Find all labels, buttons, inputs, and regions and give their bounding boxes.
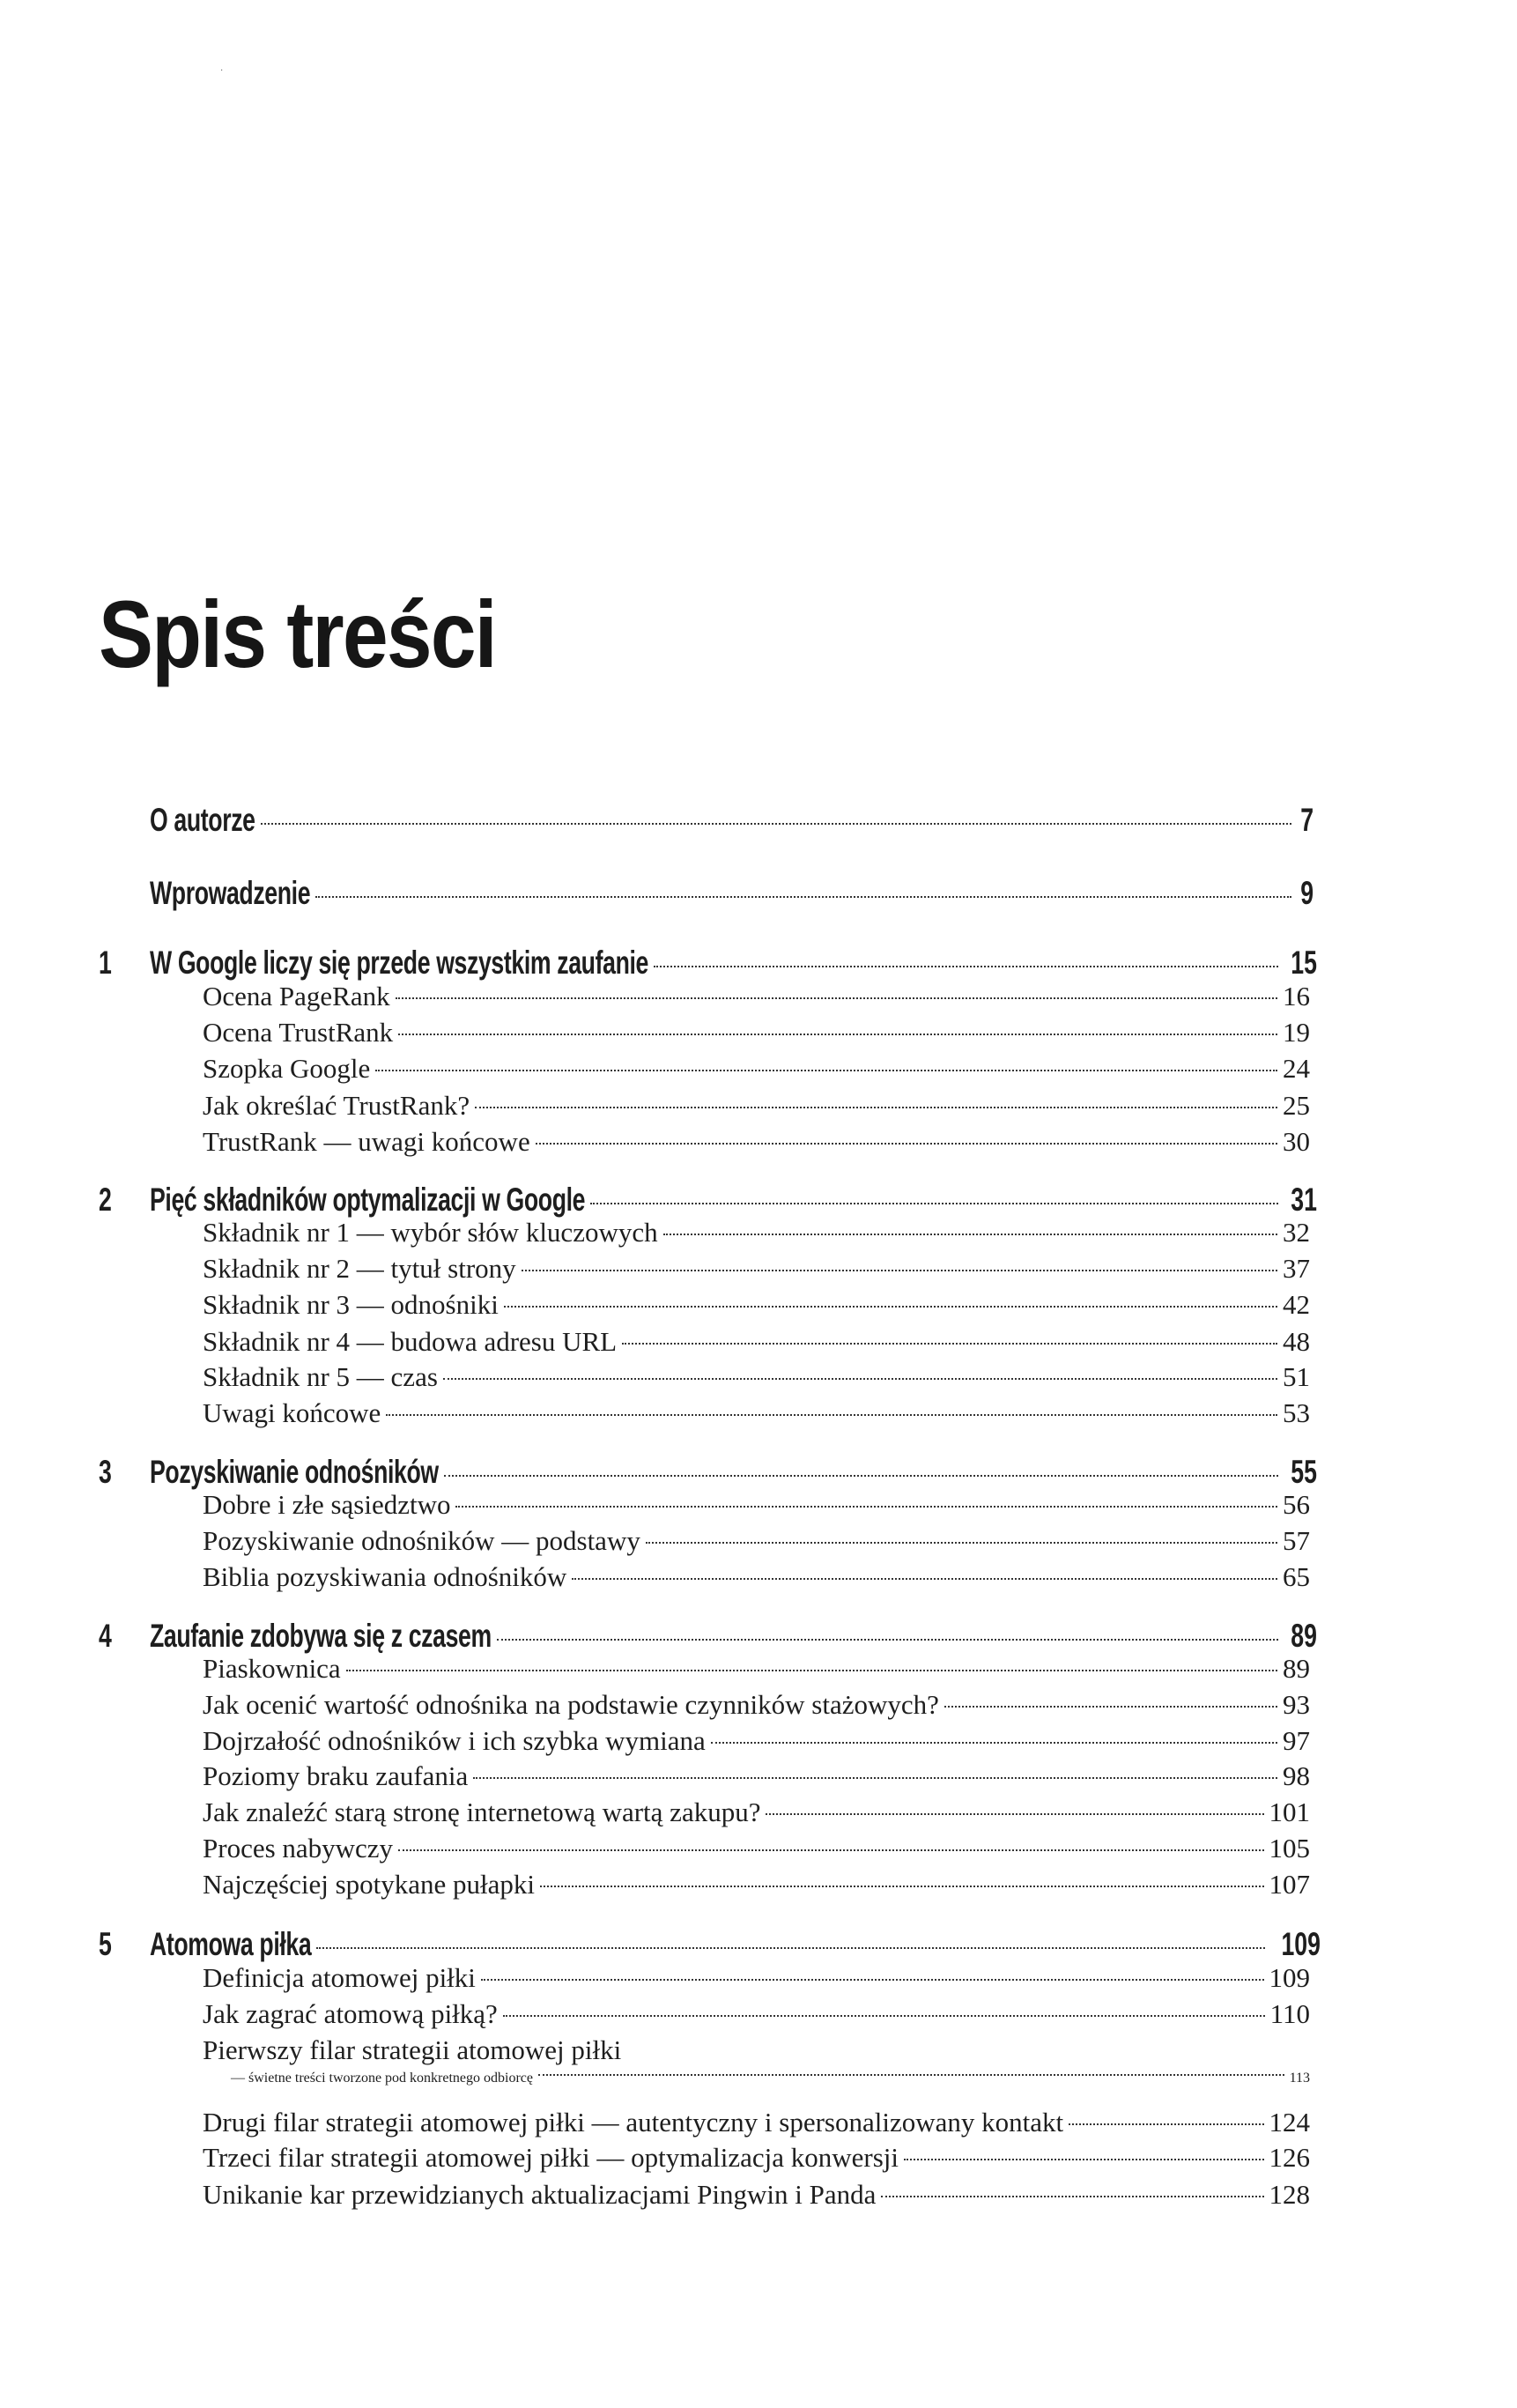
chapter-number: 2 [99,1182,112,1218]
scan-speck: · [220,65,224,75]
section-title: — świetne treści tworzone pod konkretnego odbiorcę [231,2071,534,2086]
dot-leader [572,1578,1277,1580]
section-title: Definicja atomowej piłki [203,1962,476,1993]
page-number: 97 [1283,1725,1310,1756]
section-title: Unikanie kar przewidzianych aktualizacjami Pingwin i Panda [203,2179,877,2210]
page-title: Spis treści [99,581,496,687]
page-number: 89 [1283,1653,1310,1684]
dot-leader [455,1506,1277,1508]
chapter-number: 4 [99,1618,112,1654]
page-number: 126 [1269,2142,1310,2173]
toc-line [203,1998,1310,2030]
dot-leader [904,2159,1263,2160]
toc-line [203,1489,1310,1521]
toc-line [203,2142,1310,2174]
dot-leader [881,2196,1263,2197]
chapter-title: W Google liczy się przede wszystkim zaufanie [150,945,648,981]
dot-leader [386,1414,1277,1416]
section-title: Ocena PageRank [203,981,390,1011]
page-number: 105 [1269,1833,1310,1863]
chapter-number: 3 [99,1454,112,1490]
page-number: 101 [1269,1797,1310,1827]
page-number: 51 [1283,1361,1310,1392]
toc-line [203,1760,1310,1792]
page-number: 124 [1269,2107,1310,2138]
toc-line [203,1833,1310,1864]
page-number: 16 [1283,981,1310,1011]
dot-leader [654,966,1279,967]
toc-line [203,2107,1310,2138]
section-title: Poziomy braku zaufania [203,1760,469,1791]
chapter-title: Wprowadzenie [150,875,311,911]
toc-line [203,1017,1310,1048]
page-number: 128 [1269,2179,1310,2210]
page-number: 65 [1283,1561,1310,1592]
dot-leader [315,896,1291,898]
page-number: 37 [1283,1253,1310,1284]
dot-leader [503,2015,1265,2017]
page-number: 55 [1291,1454,1318,1490]
section-title: TrustRank — uwagi końcowe [203,1126,530,1157]
page-number: 107 [1269,1869,1310,1900]
toc-line [203,2179,1310,2211]
section-title: Składnik nr 4 — budowa adresu URL [203,1326,618,1357]
page-number: 53 [1283,1397,1310,1428]
dot-leader [504,1306,1277,1308]
page-number: 48 [1283,1326,1310,1357]
toc-line [203,1653,1310,1685]
page-number: 109 [1281,1926,1321,1962]
toc-line [203,1869,1310,1900]
toc-line [150,1454,1318,1491]
toc-line [150,802,1314,839]
section-title: Najczęściej spotykane pułapki [203,1869,536,1900]
chapter-title: Atomowa piłka [150,1926,312,1962]
page-number: 30 [1283,1126,1310,1157]
section-title: Składnik nr 2 — tytuł strony [203,1253,516,1284]
section-title: Pierwszy filar strategii atomowej piłki [203,2034,622,2065]
dot-leader [316,1947,1265,1949]
page-number: 89 [1291,1618,1318,1654]
toc-line [203,1725,1310,1757]
chapter-title: Pozyskiwanie odnośników [150,1454,439,1490]
chapter-title: Zaufanie zdobywa się z czasem [150,1618,492,1654]
toc-line [150,875,1314,912]
page-number: 7 [1300,802,1314,838]
toc-line [203,2034,1310,2066]
toc-line [150,1926,1321,1963]
dot-leader [536,1143,1277,1145]
toc-line [203,1126,1310,1158]
dot-leader [475,1107,1277,1108]
section-title: Szopka Google [203,1053,371,1084]
section-title: Jak ocenić wartość odnośnika na podstawie czynników stażowych? [203,1689,939,1720]
toc-line [203,1253,1310,1285]
toc-line [203,1797,1310,1828]
dot-leader [646,1542,1277,1544]
toc-line [203,1689,1310,1721]
dot-leader [398,1849,1263,1851]
section-title: Jak znaleźć starą stronę internetową wartą zakupu? [203,1797,761,1827]
toc-line [150,1182,1318,1219]
dot-leader [663,1234,1277,1235]
section-title: Dojrzałość odnośników i ich szybka wymiana [203,1725,706,1756]
page-number: 31 [1291,1182,1318,1218]
page-number: 15 [1291,945,1318,981]
chapter-number: 5 [99,1926,112,1962]
page-number: 98 [1283,1760,1310,1791]
dot-leader [944,1706,1277,1708]
section-title: Składnik nr 5 — czas [203,1361,438,1392]
section-title: Jak określać TrustRank? [203,1090,470,1121]
toc-line [203,1326,1310,1358]
chapter-number: 1 [99,945,112,981]
section-title: Ocena TrustRank [203,1017,394,1048]
section-title: Biblia pozyskiwania odnośników [203,1561,567,1592]
toc-line [203,981,1310,1012]
page-number: 19 [1283,1017,1310,1048]
page-number: 24 [1283,1053,1310,1084]
dot-leader [398,1034,1277,1035]
dot-leader [473,1777,1277,1779]
chapter-title: O autorze [150,802,255,838]
page-number: 93 [1283,1689,1310,1720]
toc-line [203,1217,1310,1248]
chapter-title: Pięć składników optymalizacji w Google [150,1182,586,1218]
page-number: 109 [1269,1962,1310,1993]
section-title: Trzeci filar strategii atomowej piłki — optymalizacja konwersji [203,2142,899,2173]
page-number: 113 [1289,2071,1310,2086]
dot-leader [622,1343,1277,1345]
page-number: 32 [1283,1217,1310,1248]
toc-line [150,945,1318,982]
dot-leader [540,1886,1263,1887]
dot-leader [375,1070,1277,1071]
page-number: 56 [1283,1489,1310,1520]
toc-line [150,1618,1318,1655]
toc-line [231,2071,1310,2086]
dot-leader [346,1670,1277,1671]
section-title: Jak zagrać atomową piłką? [203,1998,498,2029]
dot-leader [481,1979,1264,1981]
section-title: Uwagi końcowe [203,1397,381,1428]
dot-leader [590,1203,1278,1204]
toc-line [203,1561,1310,1593]
section-title: Składnik nr 1 — wybór słów kluczowych [203,1217,658,1248]
toc-line [203,1289,1310,1321]
dot-leader [766,1813,1263,1815]
dot-leader [711,1742,1277,1744]
toc-line [203,1962,1310,1994]
dot-leader [444,1475,1279,1477]
dot-leader [497,1639,1279,1641]
dot-leader [261,823,1291,825]
dot-leader [1069,2123,1263,2125]
toc-line [203,1525,1310,1557]
toc-line [203,1053,1310,1085]
section-title: Składnik nr 3 — odnośniki [203,1289,499,1320]
page-number: 25 [1283,1090,1310,1121]
dot-leader [443,1378,1277,1380]
toc-line [203,1361,1310,1393]
section-title: Piaskownica [203,1653,341,1684]
dot-leader [538,2074,1284,2076]
dot-leader [396,997,1277,999]
page-number: 110 [1269,1998,1310,2029]
section-title: Dobre i złe sąsiedztwo [203,1489,451,1520]
page-number: 42 [1283,1289,1310,1320]
page-number: 9 [1300,875,1314,911]
toc-line [203,1090,1310,1122]
section-title: Pozyskiwanie odnośników — podstawy [203,1525,640,1556]
section-title: Proces nabywczy [203,1833,394,1863]
dot-leader [522,1270,1277,1271]
section-title: Drugi filar strategii atomowej piłki — autentyczny i spersonalizowany kontakt [203,2107,1064,2138]
page-number: 57 [1283,1525,1310,1556]
toc-line [203,1397,1310,1429]
